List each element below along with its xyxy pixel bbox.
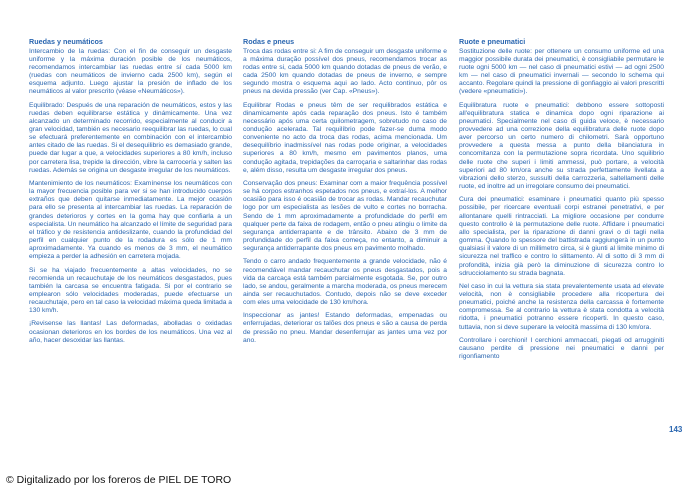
page-number: 143: [669, 425, 683, 434]
paragraph: Mantenimiento de los neumáticos: Examínense los neumáticos con la mayor frecuencia posible para ver si se han introducido cuerpos extraños que deben quitarse inmediatamente. La mejor ocasión para ello se presenta al intercambiar las ruedas. La reparación de grandes deterioros y cortes en la goma hay que confiarla a un especialista. Un neumático ha alcanzado el límite de seguridad para el tráfico y de resistencia antideslizante, cuando la profundidad del perfil en cualquier punto de la rodadura es sólo de 1 mm aproximadamente. Ya cuando es menos de 3 mm, el neumático empieza a perder la adhesión en carretera mojada.: [29, 179, 232, 261]
paragraph: Cura dei pneumatici: esaminare i pneumatici quanto più spesso possibile, per ricercare eventuali corpi estranei penetrativi, e per allontanare quelli rintracciati. La migliore occasione per condurre questo controllo è la permutazione delle ruote. Affidare i pneumatici allo specialista, per la riparazione di danni gravi o di tagli nella gomma. Quando lo spessore del battistrada raggiungerà in un punto qualsiasi il valore di un millimetro circa, si è giunti al limite minimo di sicurezza nel traffico e contro lo slittamento. Al di sotto di 3 mm di profondità, inizia già però la diminuzione di sicurezza contro lo sdrucciolamento su strada bagnata.: [459, 196, 664, 277]
paragraph: Intercambio de la ruedas: Con el fin de conseguir un desgaste uniforme y la máxima duración posible de los neumáticos, recomendamos intercambiar las ruedas entre sí cada 5000 km (ruedas con neumáticos de invierno cada 2500 km), según el esquema adjunto. Luego ajustar la presión de inflado de los neumáticos al valor prescrito (véase «Neumáticos»).: [29, 47, 232, 96]
paragraph: Sostituzione delle ruote: per ottenere un consumo uniforme ed una maggior possibile durata dei pneumatici, è consigliabile permutare le ruote ogni 5000 km — nel caso di pneumatici estivi — ad ogni 2500 km — nel caso di pneumatici invernali — secondo lo schema qui accanto. Regolare quindi la pressione di gonfiaggio ai valori prescritti (vedere «pneumatici»).: [459, 47, 664, 96]
paragraph: Equilibrado: Después de una reparación de neumáticos, estos y las ruedas deben equilibrarse estática y dinámicamente. Una vez alcanzado un determinado recorrido, especialmente al conducir a gran velocidad, también es necesario reequilibrar las ruedas, lo cual se efectuará preferentemente en combinación con el intercambio antes citado de las ruedas. Si el desequilibrio es demasiado grande, puede dar lugar a que, a velocidades superiores a 80 km/h, incluso por carretera lisa, trepide la dirección, vibre la carrocería y salten las ruedas. Además se origina un desgaste irregular de los neumáticos.: [29, 101, 232, 174]
column-spanish: [29, 38, 232, 458]
section-heading: Rodas e pneus: [243, 38, 295, 46]
paragraph: Troca das rodas entre si: A fim de conseguir um desgaste uniforme e a máxima duração possível dos pneus, recomendamos trocar as rodas entre si, cada 5000 km quando dotadas de pneus de verão, e cada 2500 km quando dotadas de pneus de inverno, e sempre segundo mostra o esquema aqui ao lado. Acto contínuo, pôr os pneus na devida pressão (ver Cap. «Pneus»).: [243, 47, 447, 96]
column-portuguese: [243, 38, 447, 458]
paragraph: Si se ha viajado frecuentemente a altas velocidades, no se recomienda un recauchutaje de los neumáticos desgastados, pues también la carcasa se encuentra fatigada. Si por el contrario se emplearon sólo velocidades moderadas, puede efectuarse un recauchutaje, pero en tal caso la velocidad máxima queda limitada a 130 km/h.: [29, 266, 232, 315]
paragraph: Equilibratura ruote e pneumatici: debbono essere sottoposti all'equilibratura statica e dinamica dopo ogni riparazione ai pneumatici. Specialmente nel caso di guida veloce, è necessario provvedere ad una correzione della equilibratura delle ruote dopo aver percorso un certo numero di chilometri. Sarà opportuno provvedere a questa messa a punto della bilanciatura in concomitanza con la permutazione sopra ricordata. Uno squilibrio delle ruote che superi i limiti ammessi, può portare, a velocità superiori ad 80 km/ora anche su strada perfettamente livellata a vibrazioni dello sterzo, sussulti della carrozzeria, saltellamenti delle ruote, ed inoltre ad un irregolare consumo dei pneumatici.: [459, 101, 664, 191]
paragraph: Controllare i cerchioni! I cerchioni ammaccati, piegati od arrugginiti causano perdite di pressione nei pneumatici e danni per rigonfiamento: [459, 336, 664, 361]
paragraph: ¡Revisense las llantas! Las deformadas, abolladas o oxidadas ocasionan deterioros en los bordes de los neumáticos. Una vez al año, hacer desoxidar las llantas.: [29, 320, 232, 344]
paragraph: Conservação dos pneus: Examinar com a maior frequência possível se há corpos estranhos espetados nos pneus, e extraí-los. A melhor ocasião para isso é ocasião de trocar as rodas. Mandar recauchutar logo por um especialista as lesões de vulto e cortes no borracha. Sendo de 1 mm aproximadamente a profundidade do perfil em qualquer perte da faixa de rodagem, então o pneu atingiu o limite da segurança antiderrapante e de trânsito. Abaixo de 3 mm de profundidade do perfil da faixa começa, no entanto, a diminuir a segurança antiderrapante dos pneus em pavimento molhado.: [243, 179, 447, 253]
paragraph: Equilibrar Rodas e pneus têm de ser requilibrados estática e dinamicamente após cada reparação dos pneus. Isto é também necessário após uma certa quilometragem, sobretudo no caso de condução acelerada. Tal requilíbrio pode fazer-se duma modo conveniente no acto da troca das rodas, acima mencionada. Um desequilíbrio inadmissível nas rodas pode originar, a velocidades superiores a 80 km/h, mesmo em pavimentos planos, uma condução agitada, trepidações da carroçaria e saltarinhar das rodas e, além disso, resulta um desgaste irregular dos pneus.: [243, 101, 447, 174]
section-heading: Ruedas y neumáticos: [29, 38, 103, 46]
paragraph: Inspeccionar as jantes! Estando deformadas, empenadas ou enferrujadas, deteriorar os talões dos pneus e são a causa de perda de pressão no pneu. Mandar desenferrujar as jantes uma vez por ano.: [243, 312, 447, 344]
paragraph: Tendo o carro andado frequentemente a grande velocidade, não é recomendável mandar recauchutar os pneus desgastados, pois a vida da carcaça está também parcialmente esgotada. Se, por outro lado, se andou, geralmente a marcha moderada, os pneus merecem ainda ser recauchutados. Contudo, depois não se deve exceder com eles uma velocidade de 130 km/hora.: [243, 258, 447, 307]
column-italian: [459, 38, 664, 458]
paragraph: Nel caso in cui la vettura sia stata prevalentemente usata ad elevate velocità, non è consigliabile procedere alla ricopertura dei pneumatici, poiché anche la resistenza della carcassa è fortemente compromessa. Se al contrario la vettura è stata condotta a velocità ridotta, i pneumatici potranno essere ricoperti. In questo caso, tuttavia, non si deve superare la velocità massima di 130 km/ora.: [459, 282, 664, 331]
digitization-credit: © Digitalizado por los foreros de PIEL DE TORO: [6, 474, 232, 486]
section-heading: Ruote e pneumatici: [459, 38, 526, 46]
